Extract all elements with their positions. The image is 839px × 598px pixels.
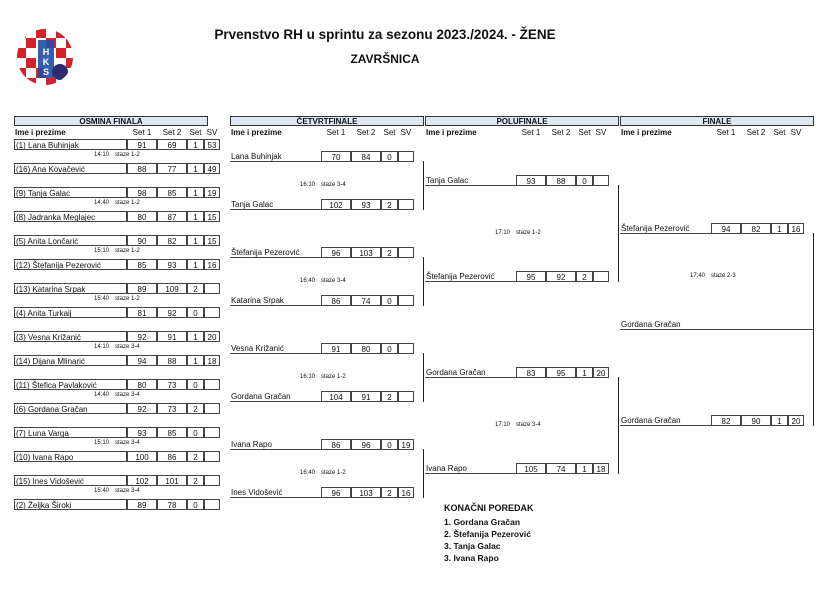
- r16-match-time-4-lane: staze 3-4: [115, 344, 140, 350]
- r16-match-time-7: [94, 487, 140, 495]
- sf-match-time-1-lane: staze 3-4: [516, 422, 541, 428]
- final-player-1-set: 1: [771, 415, 788, 426]
- col-header-set: Set: [578, 128, 591, 137]
- r16-player-4-sv: 15: [204, 235, 220, 246]
- r16-player-5-sv: 16: [204, 259, 220, 270]
- r16-match-time-2-time: 15:10: [94, 248, 110, 254]
- qf-player-1-s2: 93: [351, 199, 381, 210]
- r16-match-time-2-lane: staze 1-2: [115, 248, 140, 254]
- r16-player-13-s1: 100: [127, 451, 157, 462]
- final-standings-title: KONAČNI POREDAK: [444, 503, 534, 513]
- sf-player-0-set: 0: [576, 175, 593, 186]
- r16-player-12-set: 0: [187, 427, 204, 438]
- r16-player-6-set: 2: [187, 283, 204, 294]
- col-header-name: Ime i prezime: [426, 128, 477, 137]
- round-header-0: OSMINA FINALA: [14, 116, 208, 126]
- r16-player-10-s2: 73: [157, 379, 187, 390]
- r16-player-2-set: 1: [187, 187, 204, 198]
- qf-player-6-s1: 86: [321, 439, 351, 450]
- col-header-set: Set: [189, 128, 202, 137]
- r16-player-6-sv: [204, 283, 220, 294]
- r16-player-8-set: 1: [187, 331, 204, 342]
- sf-match-time-1-time: 17:10: [495, 422, 511, 428]
- r16-player-0-set: 1: [187, 139, 204, 150]
- r16-player-6-s2: 109: [157, 283, 187, 294]
- r16-match-time-3: [94, 295, 140, 303]
- r16-match-time-5-lane: staze 3-4: [115, 392, 140, 398]
- r16-player-10-set: 0: [187, 379, 204, 390]
- r16-player-12-s2: 85: [157, 427, 187, 438]
- sf-match-time-1: [495, 421, 541, 429]
- r16-player-0-s2: 69: [157, 139, 187, 150]
- qf-player-4-set: 0: [381, 343, 398, 354]
- r16-player-9-s1: 94: [127, 355, 157, 366]
- sf-player-2-s2: 95: [546, 367, 576, 378]
- qf-bracket-line: [423, 353, 424, 402]
- sf-player-0-name: Tanja Galac: [425, 175, 516, 186]
- r16-player-12-s1: 93: [127, 427, 157, 438]
- r16-player-14-s1: 102: [127, 475, 157, 486]
- sf-player-3-s1: 105: [516, 463, 546, 474]
- r16-player-2-name: (9) Tanja Galac: [14, 187, 127, 198]
- r16-player-13-name: (10) Ivana Rapo: [14, 451, 127, 462]
- qf-match-time-2: [300, 373, 346, 381]
- col-header-set1: Set 1: [132, 128, 152, 137]
- qf-match-time-0-lane: staze 3-4: [321, 182, 346, 188]
- r16-player-14-sv: [204, 475, 220, 486]
- col-header-set2: Set 2: [356, 128, 376, 137]
- final-standing-4: 3. Ivana Rapo: [444, 553, 499, 563]
- sf-player-2-s1: 83: [516, 367, 546, 378]
- r16-player-4-s2: 82: [157, 235, 187, 246]
- round-header-3: FINALE: [620, 116, 814, 126]
- r16-player-2-s2: 85: [157, 187, 187, 198]
- final-player-1-name: Gordana Gračan: [620, 415, 711, 426]
- final-player-0-sv: 16: [788, 223, 804, 234]
- r16-player-5-s2: 93: [157, 259, 187, 270]
- final-player-1-s2: 90: [741, 415, 771, 426]
- r16-player-11-s2: 73: [157, 403, 187, 414]
- r16-match-time-6: [94, 439, 140, 447]
- sf-player-1-name: Štefanija Pezerović: [425, 271, 516, 282]
- qf-player-1-s1: 102: [321, 199, 351, 210]
- qf-player-7-sv: 16: [398, 487, 414, 498]
- col-header-set2: Set 2: [746, 128, 766, 137]
- r16-player-2-sv: 19: [204, 187, 220, 198]
- qf-player-2-s1: 96: [321, 247, 351, 258]
- r16-player-8-name: (3) Vesna Križanić: [14, 331, 127, 342]
- qf-player-2-name: Štefanija Pezerović: [230, 247, 321, 258]
- r16-player-1-sv: 49: [204, 163, 220, 174]
- qf-player-7-name: Ines Vidošević: [230, 487, 321, 498]
- r16-player-3-s2: 87: [157, 211, 187, 222]
- qf-player-0-set: 0: [381, 151, 398, 162]
- qf-player-4-s2: 80: [351, 343, 381, 354]
- r16-player-15-set: 0: [187, 499, 204, 510]
- sf-player-0-s2: 88: [546, 175, 576, 186]
- qf-player-4-sv: [398, 343, 414, 354]
- r16-match-time-1-lane: staze 1-2: [115, 200, 140, 206]
- final-player-1-s1: 82: [711, 415, 741, 426]
- r16-match-time-0-lane: staze 1-2: [115, 152, 140, 158]
- r16-player-1-name: (16) Ana Kovačević: [14, 163, 127, 174]
- r16-player-12-name: (7) Luna Varga: [14, 427, 127, 438]
- col-header-set1: Set 1: [716, 128, 736, 137]
- col-header-sv: SV: [400, 128, 412, 137]
- col-header-name: Ime i prezime: [621, 128, 672, 137]
- qf-player-5-s1: 104: [321, 391, 351, 402]
- r16-match-time-6-time: 15:10: [94, 440, 110, 446]
- final-player-0-s2: 82: [741, 223, 771, 234]
- svg-text:H: H: [42, 47, 50, 57]
- r16-player-3-set: 1: [187, 211, 204, 222]
- qf-player-3-s2: 74: [351, 295, 381, 306]
- col-header-sv: SV: [790, 128, 802, 137]
- qf-player-0-s2: 84: [351, 151, 381, 162]
- r16-player-10-name: (11) Štefica Pavlaković: [14, 379, 127, 390]
- qf-player-7-set: 2: [381, 487, 398, 498]
- page-subtitle: ZAVRŠNICA: [350, 52, 420, 66]
- col-header-set1: Set 1: [326, 128, 346, 137]
- col-header-name: Ime i prezime: [15, 128, 66, 137]
- r16-player-7-set: 0: [187, 307, 204, 318]
- final-standing-2: 2. Štefanija Pezerović: [444, 529, 531, 539]
- qf-match-time-2-lane: staze 1-2: [321, 374, 346, 380]
- final-player-0-name: Štefanija Pezerović: [620, 223, 711, 234]
- qf-player-2-s2: 103: [351, 247, 381, 258]
- r16-player-11-name: (6) Gordana Gračan: [14, 403, 127, 414]
- qf-player-0-sv: [398, 151, 414, 162]
- r16-match-time-1-time: 14:40: [94, 200, 110, 206]
- r16-player-5-s1: 85: [127, 259, 157, 270]
- r16-player-12-sv: [204, 427, 220, 438]
- r16-player-8-s2: 91: [157, 331, 187, 342]
- qf-bracket-line: [423, 161, 424, 210]
- sf-player-1-set: 2: [576, 271, 593, 282]
- sf-player-3-sv: 18: [593, 463, 609, 474]
- col-header-sv: SV: [206, 128, 218, 137]
- qf-player-5-name: Gordana Gračan: [230, 391, 321, 402]
- sf-bracket-line: [618, 377, 619, 474]
- r16-player-6-s1: 89: [127, 283, 157, 294]
- r16-player-15-s1: 89: [127, 499, 157, 510]
- qf-player-3-set: 0: [381, 295, 398, 306]
- qf-player-6-sv: 19: [398, 439, 414, 450]
- round-header-1: ČETVRTFINALE: [230, 116, 424, 126]
- final-standing-3: 3. Tanja Galac: [444, 541, 501, 551]
- qf-player-2-set: 2: [381, 247, 398, 258]
- page-title: Prvenstvo RH u sprintu za sezonu 2023./2024. - ŽENE: [214, 27, 556, 42]
- r16-player-1-s2: 77: [157, 163, 187, 174]
- qf-player-5-sv: [398, 391, 414, 402]
- sf-player-1-sv: [593, 271, 609, 282]
- r16-player-14-s2: 101: [157, 475, 187, 486]
- r16-player-7-s1: 81: [127, 307, 157, 318]
- qf-match-time-3-lane: staze 1-2: [321, 470, 346, 476]
- qf-bracket-line: [423, 449, 424, 498]
- col-header-name: Ime i prezime: [231, 128, 282, 137]
- sf-player-0-s1: 93: [516, 175, 546, 186]
- col-header-set2: Set 2: [162, 128, 182, 137]
- final-player-0-s1: 94: [711, 223, 741, 234]
- qf-match-time-0-time: 16:10: [300, 182, 316, 188]
- qf-player-1-name: Tanja Galac: [230, 199, 321, 210]
- r16-match-time-4-time: 14:10: [94, 344, 110, 350]
- final-player-0-set: 1: [771, 223, 788, 234]
- r16-player-10-sv: [204, 379, 220, 390]
- qf-match-time-0: [300, 181, 346, 189]
- r16-player-5-name: (12) Štefanija Pezerović: [14, 259, 127, 270]
- final-match-time: [690, 272, 736, 280]
- qf-match-time-3: [300, 469, 346, 477]
- r16-match-time-6-lane: staze 3-4: [115, 440, 140, 446]
- r16-player-9-name: (14) Dijana Mlinarić: [14, 355, 127, 366]
- qf-player-3-name: Katarina Srpak: [230, 295, 321, 306]
- svg-text:K: K: [42, 57, 50, 67]
- r16-player-5-set: 1: [187, 259, 204, 270]
- r16-player-4-name: (5) Anita Lončarić: [14, 235, 127, 246]
- col-header-set1: Set 1: [521, 128, 541, 137]
- col-header-set2: Set 2: [551, 128, 571, 137]
- r16-player-8-s1: 92: [127, 331, 157, 342]
- r16-player-14-name: (15) Ines Vidošević: [14, 475, 127, 486]
- r16-player-10-s1: 80: [127, 379, 157, 390]
- qf-player-7-s2: 103: [351, 487, 381, 498]
- r16-match-time-1: [94, 199, 140, 207]
- r16-player-13-set: 2: [187, 451, 204, 462]
- final-standing-1: 1. Gordana Gračan: [444, 517, 521, 527]
- r16-match-time-4: [94, 343, 140, 351]
- qf-player-2-sv: [398, 247, 414, 258]
- sf-match-time-0-time: 17:10: [495, 230, 511, 236]
- sf-player-3-set: 1: [576, 463, 593, 474]
- svg-text:S: S: [42, 67, 50, 77]
- final-match-time-time: 17:40: [690, 273, 706, 279]
- hks-logo: [16, 28, 74, 86]
- qf-player-3-s1: 86: [321, 295, 351, 306]
- r16-match-time-7-lane: staze 3-4: [115, 488, 140, 494]
- r16-player-8-sv: 20: [204, 331, 220, 342]
- sf-player-1-s1: 95: [516, 271, 546, 282]
- r16-match-time-5: [94, 391, 140, 399]
- r16-player-0-name: (1) Lana Buhinjak: [14, 139, 127, 150]
- r16-player-11-set: 2: [187, 403, 204, 414]
- r16-player-4-s1: 90: [127, 235, 157, 246]
- r16-player-9-s2: 88: [157, 355, 187, 366]
- final-bracket-line: [813, 233, 814, 426]
- r16-match-time-0: [94, 151, 140, 159]
- r16-player-15-s2: 78: [157, 499, 187, 510]
- r16-player-3-name: (8) Jadranka Meglajec: [14, 211, 127, 222]
- sf-player-1-s2: 92: [546, 271, 576, 282]
- r16-player-15-name: (2) Željka Široki: [14, 499, 127, 510]
- col-header-set: Set: [383, 128, 396, 137]
- r16-player-13-s2: 86: [157, 451, 187, 462]
- r16-player-14-set: 2: [187, 475, 204, 486]
- r16-player-7-s2: 92: [157, 307, 187, 318]
- r16-match-time-5-time: 14:40: [94, 392, 110, 398]
- qf-match-time-3-time: 16:40: [300, 470, 316, 476]
- winner-name: Gordana Gračan: [620, 319, 813, 330]
- r16-player-1-set: 1: [187, 163, 204, 174]
- r16-player-15-sv: [204, 499, 220, 510]
- qf-player-6-s2: 96: [351, 439, 381, 450]
- r16-player-0-s1: 91: [127, 139, 157, 150]
- qf-match-time-2-time: 16:10: [300, 374, 316, 380]
- r16-player-1-s1: 88: [127, 163, 157, 174]
- qf-player-0-s1: 70: [321, 151, 351, 162]
- r16-player-3-s1: 80: [127, 211, 157, 222]
- sf-player-0-sv: [593, 175, 609, 186]
- sf-match-time-0: [495, 229, 541, 237]
- qf-match-time-1-time: 16:40: [300, 278, 316, 284]
- r16-player-6-name: (13) Katarina Srpak: [14, 283, 127, 294]
- r16-player-13-sv: [204, 451, 220, 462]
- r16-player-2-s1: 98: [127, 187, 157, 198]
- r16-match-time-2: [94, 247, 140, 255]
- r16-match-time-3-time: 15:40: [94, 296, 110, 302]
- qf-player-1-set: 2: [381, 199, 398, 210]
- r16-player-9-set: 1: [187, 355, 204, 366]
- sf-player-3-name: Ivana Rapo: [425, 463, 516, 474]
- sf-player-3-s2: 74: [546, 463, 576, 474]
- r16-player-11-sv: [204, 403, 220, 414]
- r16-player-7-sv: [204, 307, 220, 318]
- qf-player-5-s2: 91: [351, 391, 381, 402]
- qf-player-6-set: 0: [381, 439, 398, 450]
- r16-player-3-sv: 15: [204, 211, 220, 222]
- r16-match-time-0-time: 14:10: [94, 152, 110, 158]
- round-header-2: POLUFINALE: [425, 116, 619, 126]
- r16-match-time-7-time: 15:40: [94, 488, 110, 494]
- qf-player-1-sv: [398, 199, 414, 210]
- qf-match-time-1-lane: staze 3-4: [321, 278, 346, 284]
- qf-match-time-1: [300, 277, 346, 285]
- qf-player-4-s1: 91: [321, 343, 351, 354]
- r16-player-11-s1: 92: [127, 403, 157, 414]
- qf-player-0-name: Lana Buhinjak: [230, 151, 321, 162]
- sf-bracket-line: [618, 185, 619, 282]
- qf-player-5-set: 2: [381, 391, 398, 402]
- qf-player-6-name: Ivana Rapo: [230, 439, 321, 450]
- r16-match-time-3-lane: staze 1-2: [115, 296, 140, 302]
- final-match-time-lane: staze 2-3: [711, 273, 736, 279]
- r16-player-4-set: 1: [187, 235, 204, 246]
- sf-player-2-sv: 20: [593, 367, 609, 378]
- col-header-set: Set: [773, 128, 786, 137]
- final-player-1-sv: 20: [788, 415, 804, 426]
- sf-player-2-set: 1: [576, 367, 593, 378]
- qf-player-3-sv: [398, 295, 414, 306]
- col-header-sv: SV: [595, 128, 607, 137]
- r16-player-0-sv: 53: [204, 139, 220, 150]
- qf-bracket-line: [423, 257, 424, 306]
- r16-player-7-name: (4) Anita Turkalj: [14, 307, 127, 318]
- sf-match-time-0-lane: staze 1-2: [516, 230, 541, 236]
- qf-player-4-name: Vesna Križanić: [230, 343, 321, 354]
- sf-player-2-name: Gordana Gračan: [425, 367, 516, 378]
- qf-player-7-s1: 96: [321, 487, 351, 498]
- r16-player-9-sv: 18: [204, 355, 220, 366]
